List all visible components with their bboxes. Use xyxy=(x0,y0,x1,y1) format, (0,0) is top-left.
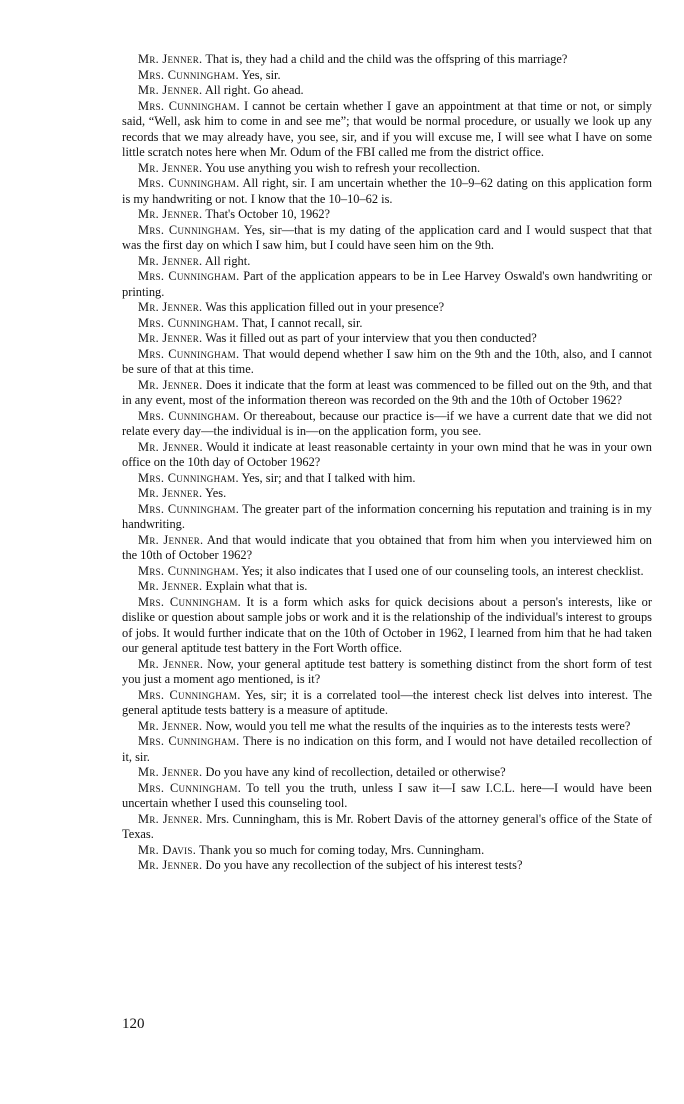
testimony-text: Was this application filled out in your presence? xyxy=(205,300,445,314)
testimony-text: That is, they had a child and the child was the offspring of this marriage? xyxy=(205,52,568,66)
transcript-paragraph xyxy=(122,409,652,440)
testimony-text: Yes, sir—that is my dating of the application card and I would suspect that that was the first day on which I saw him, but I could have seen him on the 9th. xyxy=(122,222,652,252)
testimony-text: The greater part of the information concerning his reputation and training is in my handwriting. xyxy=(122,501,652,531)
testimony-text: Now, your general aptitude test battery is something distinct from the short form of test you just a moment ago mentioned, is it? xyxy=(122,656,652,686)
transcript-paragraph xyxy=(122,657,652,688)
speaker-name: Mr. Jenner. xyxy=(138,439,203,454)
speaker-name: Mr. Jenner. xyxy=(138,207,203,221)
transcript-paragraph xyxy=(122,843,652,859)
testimony-text: Thank you so much for coming today, Mrs. Cunningham. xyxy=(198,842,485,857)
testimony-text: All right. Go ahead. xyxy=(204,83,304,97)
testimony-text: Yes. xyxy=(205,486,227,500)
transcript-paragraph xyxy=(122,719,652,735)
testimony-text: Explain what that is. xyxy=(205,579,308,593)
speaker-name: Mr. Jenner. xyxy=(138,83,203,97)
speaker-name: Mrs. Cunningham. xyxy=(138,780,242,795)
speaker-name: Mrs. Cunningham. xyxy=(138,470,239,485)
speaker-name: Mrs. Cunningham. xyxy=(138,408,240,423)
transcript-paragraph xyxy=(122,502,652,533)
transcript-paragraph xyxy=(122,176,652,207)
speaker-name: Mrs. Cunningham. xyxy=(138,501,240,516)
speaker-name: Mr. Jenner. xyxy=(138,486,203,500)
transcript-paragraph xyxy=(122,99,652,161)
testimony-text: There is no indication on this form, and I would not have detailed recollection of it, sir. xyxy=(122,734,652,764)
transcript-paragraph xyxy=(122,83,652,99)
speaker-name: Mrs. Cunningham. xyxy=(138,734,240,748)
testimony-text: Does it indicate that the form at least was commenced to be filled out on the 9th, and that in any event, most of the information thereon was recorded on the 9th and the 10th of October 1962? xyxy=(122,377,652,407)
testimony-text: To tell you the truth, unless I saw it—I saw I.C.L. here—I would have been uncertain whether I used this counseling tool. xyxy=(122,780,652,810)
speaker-name: Mr. Jenner. xyxy=(138,579,203,593)
speaker-name: Mr. Davis. xyxy=(138,842,197,857)
speaker-name: Mrs. Cunningham. xyxy=(138,176,240,190)
transcript-paragraph xyxy=(122,579,652,595)
transcript-paragraph xyxy=(122,347,652,378)
transcript-paragraph xyxy=(122,316,652,332)
speaker-name: Mr. Jenner. xyxy=(138,331,203,345)
testimony-text: And that would indicate that you obtained that from him when you interviewed him on the 10th of October 1962? xyxy=(122,532,652,562)
speaker-name: Mr. Jenner. xyxy=(138,811,203,826)
speaker-name: Mrs. Cunningham. xyxy=(138,98,240,113)
speaker-name: Mr. Jenner. xyxy=(138,858,203,872)
transcript-paragraph xyxy=(122,440,652,471)
transcript-paragraph xyxy=(122,52,652,68)
transcript-paragraph xyxy=(122,331,652,347)
testimony-text: Yes, sir. xyxy=(241,67,281,82)
speaker-name: Mrs. Cunningham. xyxy=(138,222,241,237)
testimony-text: All right, sir. I am uncertain whether the 10–9–62 dating on this application form is my handwriting or not. I know that the 10–10–62 is. xyxy=(122,176,653,206)
speaker-name: Mr. Jenner. xyxy=(138,300,203,314)
speaker-name: Mrs. Cunningham. xyxy=(138,269,240,283)
testimony-text: You use anything you wish to refresh your recollection. xyxy=(205,160,481,175)
transcript-paragraph xyxy=(122,812,652,843)
testimony-text: I cannot be certain whether I gave an appointment at that time or not, or simply said, “Well, ask him to come in and see me”; that would be normal procedure, or usually we look up any records that we may already have, you see, sir, and if you will excuse me, I will see what I have on some little scratch notes here when Mr. Odum of the FBI called me from the district office. xyxy=(122,98,652,159)
testimony-text: Yes; it also indicates that I used one of our counseling tools, an interest checklist. xyxy=(241,563,644,578)
transcript-paragraph xyxy=(122,533,652,564)
speaker-name: Mrs. Cunningham. xyxy=(138,67,239,82)
transcript-paragraph xyxy=(122,486,652,502)
speaker-name: Mr. Jenner. xyxy=(138,532,204,547)
transcript-paragraph xyxy=(122,300,652,316)
testimony-text: It is a form which asks for quick decisions about a person's interests, like or dislike or question about sample jobs or work and it is the relationship of the individual's interest to groups of jobs. It would further indicate that on the 10th of October in 1962, I learned from him that he had taken our general aptitude test battery in the Fort Worth office. xyxy=(122,594,652,655)
transcript-paragraph xyxy=(122,734,652,765)
testimony-text: That would depend whether I saw him on the 9th and the 10th, also, and I cannot be sure of that at this time. xyxy=(122,346,652,376)
speaker-name: Mrs. Cunningham. xyxy=(138,315,239,330)
testimony-text: Do you have any kind of recollection, detailed or otherwise? xyxy=(205,765,506,779)
speaker-name: Mr. Jenner. xyxy=(138,253,203,268)
speaker-name: Mr. Jenner. xyxy=(138,377,203,392)
testimony-text: Would it indicate at least reasonable certainty in your own mind that he was in your own office on the 10th day of October 1962? xyxy=(122,439,652,469)
testimony-text: Now, would you tell me what the results of the inquiries as to the interests tests were? xyxy=(205,718,631,733)
speaker-name: Mr. Jenner. xyxy=(138,656,204,671)
testimony-text: That, I cannot recall, sir. xyxy=(241,315,363,330)
transcript-body xyxy=(122,52,652,874)
testimony-text: That's October 10, 1962? xyxy=(205,207,331,221)
speaker-name: Mr. Jenner. xyxy=(138,52,203,66)
speaker-name: Mr. Jenner. xyxy=(138,765,203,779)
speaker-name: Mr. Jenner. xyxy=(138,160,203,175)
transcript-paragraph xyxy=(122,688,652,719)
transcript-paragraph xyxy=(122,378,652,409)
testimony-text: Part of the application appears to be in Lee Harvey Oswald's own handwriting or printing. xyxy=(122,269,652,299)
testimony-text: Or thereabout, because our practice is—if we have a current date that we did not relate every day—the individual is in—on the application form, you see. xyxy=(122,408,652,438)
speaker-name: Mrs. Cunningham. xyxy=(138,594,242,609)
page-number: 120 xyxy=(122,1016,145,1032)
transcript-paragraph xyxy=(122,471,652,487)
testimony-text: Yes, sir; it is a correlated tool—the interest check list delves into interest. The general aptitude tests battery is a measure of aptitude. xyxy=(122,687,652,717)
testimony-text: Do you have any recollection of the subject of his interest tests? xyxy=(205,858,523,872)
speaker-name: Mrs. Cunningham. xyxy=(138,563,239,578)
speaker-name: Mr. Jenner. xyxy=(138,718,203,733)
transcript-paragraph xyxy=(122,765,652,781)
transcript-paragraph xyxy=(122,207,652,223)
transcript-paragraph xyxy=(122,161,652,177)
testimony-text: Yes, sir; and that I talked with him. xyxy=(241,470,416,485)
transcript-paragraph xyxy=(122,254,652,270)
speaker-name: Mrs. Cunningham. xyxy=(138,687,241,702)
testimony-text: Was it filled out as part of your interview that you then conducted? xyxy=(205,331,537,345)
transcript-paragraph xyxy=(122,564,652,580)
transcript-paragraph xyxy=(122,858,652,874)
transcript-paragraph xyxy=(122,223,652,254)
transcript-paragraph xyxy=(122,781,652,812)
testimony-text: All right. xyxy=(204,253,251,268)
transcript-paragraph xyxy=(122,68,652,84)
speaker-name: Mrs. Cunningham. xyxy=(138,346,240,361)
transcript-paragraph xyxy=(122,595,652,657)
transcript-paragraph xyxy=(122,269,652,300)
testimony-text: Mrs. Cunningham, this is Mr. Robert Davis of the attorney general's office of the State of Texas. xyxy=(122,811,652,841)
